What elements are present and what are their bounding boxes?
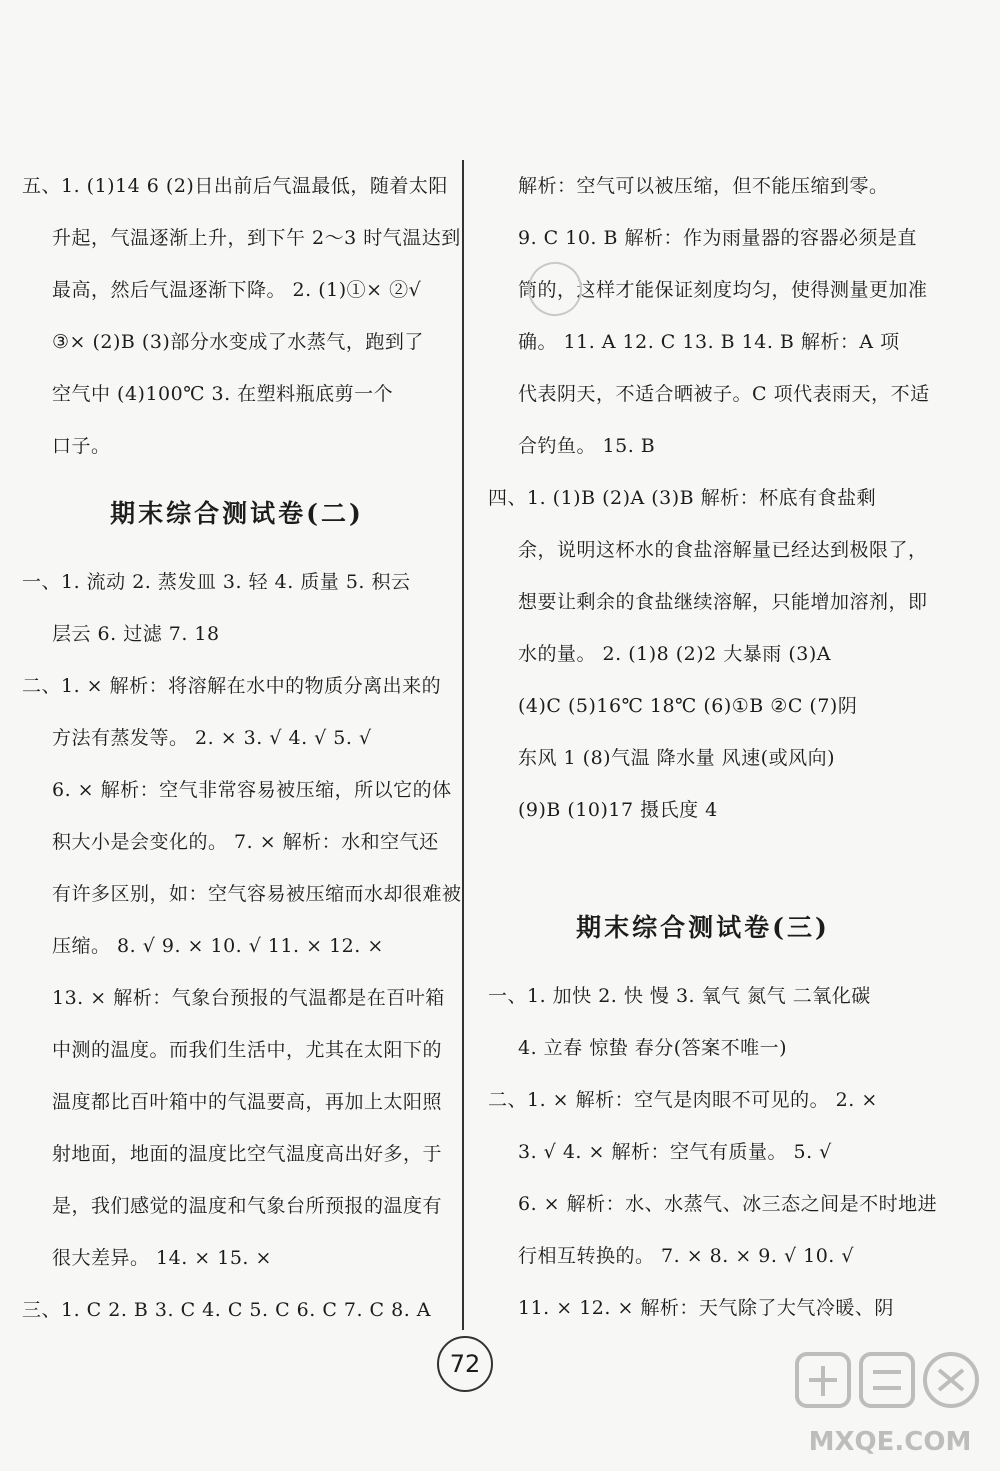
section-title-2: 期末综合测试卷(二) xyxy=(110,499,364,528)
text-line: 东风 1 (8)气温 降水量 风速(或风向) xyxy=(518,747,835,769)
text-line: 三、1. C 2. B 3. C 4. C 5. C 6. C 7. C 8. A xyxy=(22,1299,432,1321)
text-line: 有许多区别，如：空气容易被压缩而水却很难被 xyxy=(52,883,462,905)
text-line: 空气中 (4)100℃ 3. 在塑料瓶底剪一个 xyxy=(52,383,394,405)
text-line: (4)C (5)16℃ 18℃ (6)①B ②C (7)阴 xyxy=(518,695,858,717)
text-line: 行相互转换的。 7. × 8. × 9. √ 10. √ xyxy=(518,1245,854,1267)
text-line: 最高，然后气温逐渐下降。 2. (1)①× ②√ xyxy=(52,279,422,301)
text-line: 二、1. × 解析：将溶解在水中的物质分离出来的 xyxy=(22,675,442,697)
text-line: 积大小是会变化的。 7. × 解析：水和空气还 xyxy=(52,831,439,853)
page-number: 72 xyxy=(437,1336,493,1392)
text-line: 代表阴天，不适合晒被子。C 项代表雨天，不适 xyxy=(518,383,930,405)
text-line: 是，我们感觉的温度和气象台所预报的温度有 xyxy=(52,1195,443,1217)
text-line: 射地面，地面的温度比空气温度高出好多，于 xyxy=(52,1143,443,1165)
text-line: 中测的温度。而我们生活中，尤其在太阳下的 xyxy=(52,1039,443,1061)
text-line: 合钓鱼。 15. B xyxy=(518,435,656,457)
text-line: 水的量。 2. (1)8 (2)2 大暴雨 (3)A xyxy=(518,643,831,665)
right-lines-bottom xyxy=(488,970,938,1334)
text-line: 升起，气温逐渐上升，到下午 2～3 时气温达到 xyxy=(52,227,461,249)
text-line: 四、1. (1)B (2)A (3)B 解析：杯底有食盐剩 xyxy=(488,487,877,509)
text-line: 二、1. × 解析：空气是肉眼不可见的。 2. × xyxy=(488,1089,878,1111)
text-line: 余，说明这杯水的食盐溶解量已经达到极限了， xyxy=(518,539,928,561)
text-line: 压缩。 8. √ 9. × 10. √ 11. × 12. × xyxy=(52,935,384,957)
left-lines-bottom xyxy=(22,556,462,1336)
right-column xyxy=(488,160,938,1334)
text-line: (9)B (10)17 摄氏度 4 xyxy=(518,799,718,821)
text-line: 一、1. 加快 2. 快 慢 3. 氧气 氮气 二氧化碳 xyxy=(488,985,871,1007)
text-line: 层云 6. 过滤 7. 18 xyxy=(52,623,220,645)
column-divider xyxy=(462,160,464,1330)
text-line: 6. × 解析：水、水蒸气、冰三态之间是不时地进 xyxy=(518,1193,938,1215)
text-line: 方法有蒸发等。 2. × 3. √ 4. √ 5. √ xyxy=(52,727,372,749)
svg-text:MXQE.COM: MXQE.COM xyxy=(808,1427,972,1457)
text-line: 9. C 10. B 解析：作为雨量器的容器必须是直 xyxy=(518,227,918,249)
text-line: 解析：空气可以被压缩，但不能压缩到零。 xyxy=(518,175,889,197)
left-column xyxy=(22,160,462,1336)
text-line: 6. × 解析：空气非常容易被压缩，所以它的体 xyxy=(52,779,452,801)
watermark-logo-icon xyxy=(795,1350,985,1460)
text-line: 一、1. 流动 2. 蒸发皿 3. 轻 4. 质量 5. 积云 xyxy=(22,571,411,593)
text-line: 11. × 12. × 解析：天气除了大气冷暖、阴 xyxy=(518,1297,894,1319)
text-line: 温度都比百叶箱中的气温要高，再加上太阳照 xyxy=(52,1091,443,1113)
text-line: 很大差异。 14. × 15. × xyxy=(52,1247,272,1269)
text-line: 想要让剩余的食盐继续溶解，只能增加溶剂，即 xyxy=(518,591,928,613)
section-title-3: 期末综合测试卷(三) xyxy=(576,913,830,942)
text-line: 口子。 xyxy=(52,435,111,457)
text-line: 筒的，这样才能保证刻度均匀，使得测量更加准 xyxy=(518,279,928,301)
left-lines-top xyxy=(22,160,461,472)
text-line: ③× (2)B (3)部分水变成了水蒸气，跑到了 xyxy=(52,331,424,353)
text-line: 3. √ 4. × 解析：空气有质量。 5. √ xyxy=(518,1141,832,1163)
text-line: 13. × 解析：气象台预报的气温都是在百叶箱 xyxy=(52,987,445,1009)
text-line: 4. 立春 惊蛰 春分(答案不唯一) xyxy=(518,1037,788,1059)
text-line: 确。 11. A 12. C 13. B 14. B 解析：A 项 xyxy=(518,331,900,353)
text-line: 五、1. (1)14 6 (2)日出前后气温最低，随着太阳 xyxy=(22,175,448,197)
